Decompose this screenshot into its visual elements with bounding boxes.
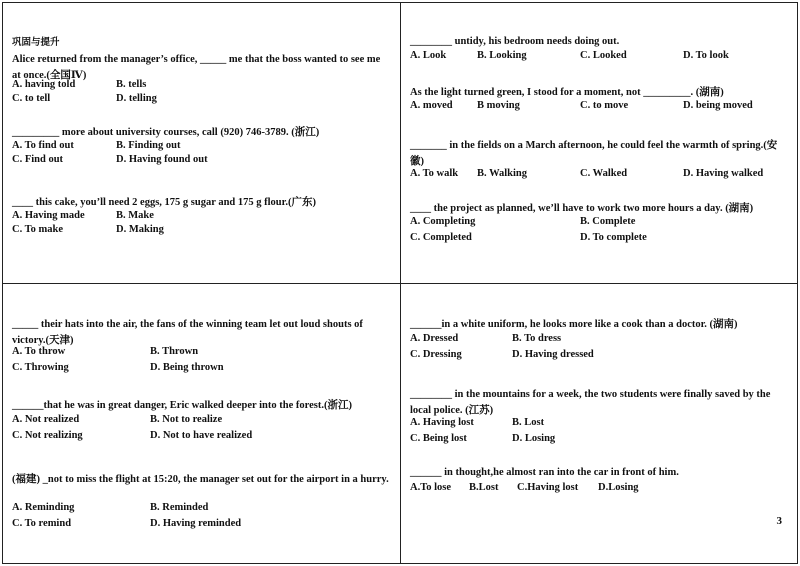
option-a[interactable]: A. To throw bbox=[12, 346, 66, 357]
question-stem: ______in a white uniform, he looks more like a cook than a doctor. (湖南) bbox=[410, 319, 738, 330]
option-a[interactable]: A. Not realized bbox=[12, 414, 80, 425]
question-stem: ______ in thought,he almost ran into the car in front of him. bbox=[410, 467, 679, 478]
option-d[interactable]: D. Having found out bbox=[116, 154, 208, 165]
option-d[interactable]: D. To look bbox=[683, 50, 729, 61]
option-a[interactable]: A. Dressed bbox=[410, 333, 459, 344]
option-d[interactable]: D. Being thrown bbox=[150, 362, 224, 373]
option-c[interactable]: C. Not realizing bbox=[12, 430, 83, 441]
option-d[interactable]: D. Making bbox=[116, 224, 164, 235]
option-b[interactable]: B moving bbox=[477, 100, 520, 111]
option-b[interactable]: B. Make bbox=[116, 210, 154, 221]
option-d[interactable]: D. Not to have realized bbox=[150, 430, 253, 441]
option-b[interactable]: B.Lost bbox=[469, 482, 499, 493]
option-a[interactable]: A. Look bbox=[410, 50, 447, 61]
option-b[interactable]: B. Not to realize bbox=[150, 414, 223, 425]
option-c[interactable]: C. Walked bbox=[580, 168, 628, 179]
option-a[interactable]: A. Having made bbox=[12, 210, 85, 221]
option-d[interactable]: D. To complete bbox=[580, 232, 647, 243]
question-stem: ____ the project as planned, we’ll have to work two more hours a day. (湖南) bbox=[410, 203, 754, 214]
option-c[interactable]: C.Having lost bbox=[517, 482, 579, 493]
option-b[interactable]: B. Walking bbox=[477, 168, 527, 179]
option-b[interactable]: B. Thrown bbox=[150, 346, 199, 357]
question-stem: As the light turned green, I stood for a moment, not _________. (湖南) bbox=[410, 87, 724, 98]
option-d[interactable]: D. Having reminded bbox=[150, 518, 242, 529]
option-b[interactable]: B. To dress bbox=[512, 333, 562, 344]
option-c[interactable]: C. to move bbox=[580, 100, 629, 111]
option-c[interactable]: C. Looked bbox=[580, 50, 627, 61]
question-stem: ________ untidy, his bedroom needs doing out. bbox=[410, 36, 620, 47]
question-stem: (福建) _not to miss the flight at 15:20, the manager set out for the airport in a hurry. bbox=[12, 474, 389, 485]
option-d[interactable]: D. being moved bbox=[683, 100, 753, 111]
question-stem: _______ in the fields on a March afternoon, he could feel the warmth of spring.(安徽) bbox=[410, 140, 778, 167]
question-stem: _________ more about university courses, call (920) 746-3789. (浙江) bbox=[12, 127, 320, 138]
option-c[interactable]: C. Find out bbox=[12, 154, 64, 165]
section-title: 巩固与提升 bbox=[12, 37, 60, 48]
option-c[interactable]: C. Being lost bbox=[410, 433, 467, 444]
option-d[interactable]: D. Having walked bbox=[683, 168, 764, 179]
option-a[interactable]: A. Having lost bbox=[410, 417, 474, 428]
option-c[interactable]: C. Completed bbox=[410, 232, 472, 243]
option-c[interactable]: C. Dressing bbox=[410, 349, 462, 360]
page-number: 3 bbox=[776, 515, 782, 527]
option-b[interactable]: B. Looking bbox=[477, 50, 527, 61]
option-a[interactable]: A. To walk bbox=[410, 168, 459, 179]
option-a[interactable]: A. To find out bbox=[12, 140, 74, 151]
question-stem: ____ this cake, you’ll need 2 eggs, 175 g sugar and 175 g flour.(广东) bbox=[12, 197, 316, 208]
option-c[interactable]: C. To make bbox=[12, 224, 64, 235]
option-b[interactable]: B. Complete bbox=[580, 216, 636, 227]
option-d[interactable]: D. Losing bbox=[512, 433, 556, 444]
option-c[interactable]: C. to tell bbox=[12, 93, 51, 104]
option-a[interactable]: A. having told bbox=[12, 79, 76, 90]
option-b[interactable]: B. Reminded bbox=[150, 502, 209, 513]
question-stem: ________ in the mountains for a week, the two students were finally saved by the local police. (江苏) bbox=[410, 389, 771, 416]
question-stem: _____ their hats into the air, the fans of the winning team let out loud shouts of victory.(天津) bbox=[12, 319, 363, 346]
option-d[interactable]: D. Having dressed bbox=[512, 349, 594, 360]
option-a[interactable]: A. moved bbox=[410, 100, 453, 111]
question-stem: Alice returned from the manager’s office, _____ me that the boss wanted to see me at once.(全国Ⅳ) bbox=[12, 54, 381, 81]
option-a[interactable]: A. Reminding bbox=[12, 502, 75, 513]
option-d[interactable]: D.Losing bbox=[598, 482, 639, 493]
option-c[interactable]: C. Throwing bbox=[12, 362, 69, 373]
option-d[interactable]: D. telling bbox=[116, 93, 157, 104]
option-c[interactable]: C. To remind bbox=[12, 518, 72, 529]
option-a[interactable]: A. Completing bbox=[410, 216, 476, 227]
question-stem: ______that he was in great danger, Eric walked deeper into the forest.(浙江) bbox=[12, 400, 352, 411]
option-a[interactable]: A.To lose bbox=[410, 482, 452, 493]
option-b[interactable]: B. tells bbox=[116, 79, 147, 90]
option-b[interactable]: B. Lost bbox=[512, 417, 545, 428]
option-b[interactable]: B. Finding out bbox=[116, 140, 181, 151]
